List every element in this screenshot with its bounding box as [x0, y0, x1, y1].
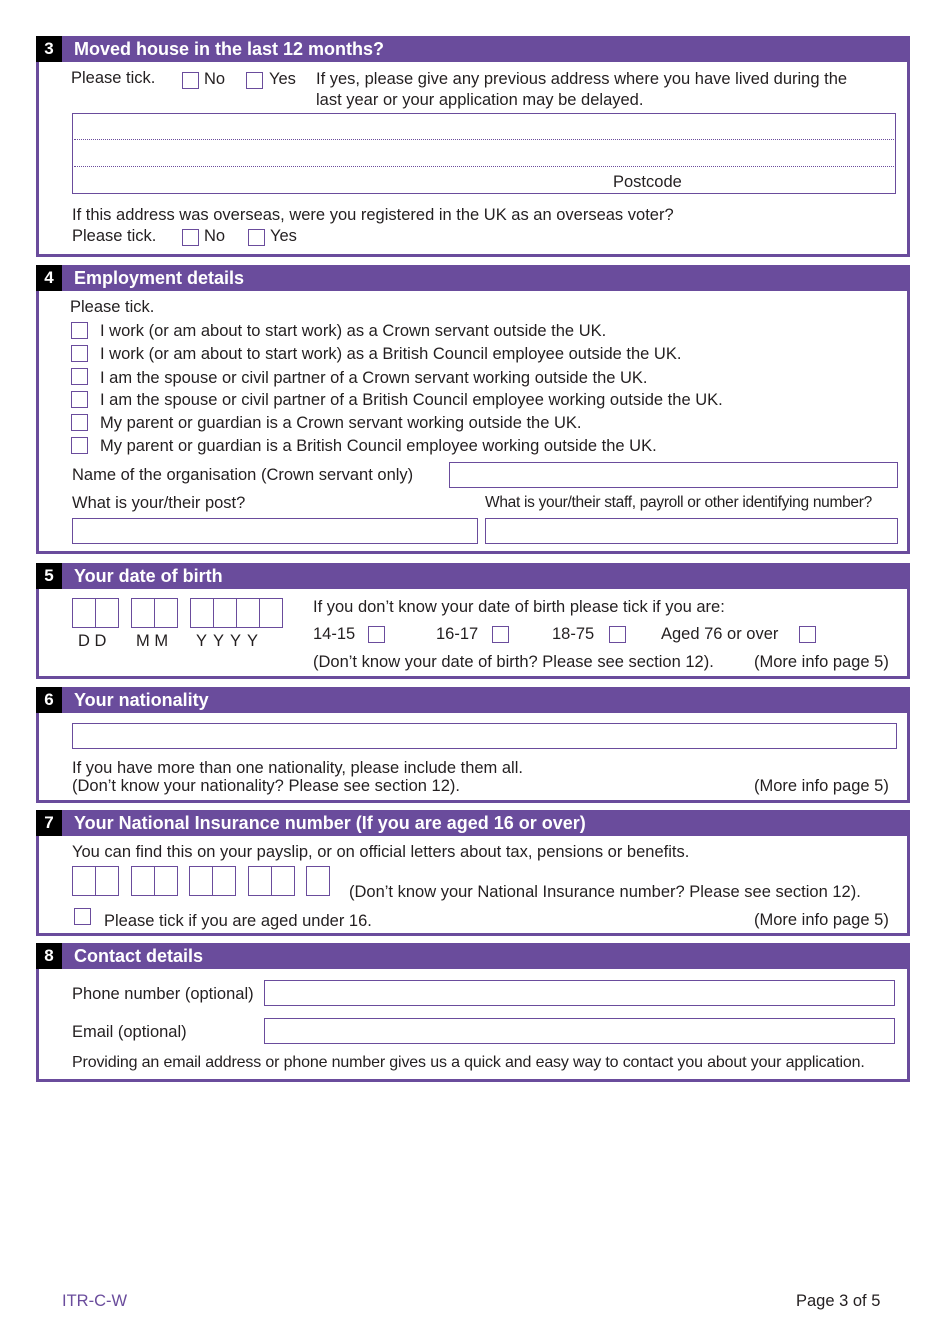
- email-input[interactable]: [264, 1018, 895, 1044]
- ni-char-box[interactable]: [72, 866, 96, 896]
- section-4-number: 4: [36, 265, 62, 291]
- dob-day-hint: D D: [78, 632, 107, 650]
- overseas-yes-label: Yes: [270, 227, 297, 245]
- section-5-number: 5: [36, 563, 62, 589]
- dob-month-hint: M M: [136, 632, 169, 650]
- dob-month-digit[interactable]: [154, 598, 178, 628]
- page-number: Page 3 of 5: [796, 1292, 881, 1310]
- employment-option-checkbox[interactable]: [71, 414, 88, 431]
- overseas-no-checkbox[interactable]: [182, 229, 199, 246]
- age-18-75-checkbox[interactable]: [609, 626, 626, 643]
- section-8-number: 8: [36, 943, 62, 969]
- age-76-over-label: Aged 76 or over: [661, 625, 779, 643]
- moved-yes-checkbox[interactable]: [246, 72, 263, 89]
- phone-label: Phone number (optional): [72, 985, 254, 1003]
- employment-option-checkbox[interactable]: [71, 437, 88, 454]
- age-14-15-label: 14-15: [313, 625, 356, 643]
- age-14-15-checkbox[interactable]: [368, 626, 385, 643]
- age-16-17-checkbox[interactable]: [492, 626, 509, 643]
- employment-option-checkbox[interactable]: [71, 345, 88, 362]
- section-5-title: Your date of birth: [74, 566, 223, 586]
- ni-char-box[interactable]: [189, 866, 213, 896]
- nationality-note-2: (Don’t know your nationality? Please see section 12).: [72, 777, 460, 795]
- section-6-title: Your nationality: [74, 690, 209, 710]
- employment-option-label: My parent or guardian is a British Council employee working outside the UK.: [100, 437, 657, 455]
- please-tick-label: Please tick.: [71, 69, 156, 87]
- phone-input[interactable]: [264, 980, 895, 1006]
- section-4-title: Employment details: [74, 268, 245, 288]
- form-code: ITR-C-W: [62, 1292, 128, 1310]
- ni-char-box[interactable]: [131, 866, 155, 896]
- ni-char-box[interactable]: [154, 866, 178, 896]
- address-line-divider-1: [74, 139, 894, 140]
- dob-year-digit[interactable]: [190, 598, 214, 628]
- employment-option-checkbox[interactable]: [71, 322, 88, 339]
- age-18-75-label: 18-75: [552, 625, 595, 643]
- dob-day-digit[interactable]: [95, 598, 119, 628]
- under-16-label: Please tick if you are aged under 16.: [104, 912, 372, 930]
- dob-unknown-note: (Don’t know your date of birth? Please see section 12).: [313, 653, 714, 671]
- dob-year-digit[interactable]: [213, 598, 237, 628]
- ni-find-instruction: You can find this on your payslip, or on official letters about tax, pensions or benefits.: [72, 843, 690, 861]
- more-info-link: (More info page 5): [754, 777, 889, 795]
- ni-char-box[interactable]: [248, 866, 272, 896]
- section-6-header: [36, 687, 910, 713]
- nationality-note-1: If you have more than one nationality, please include them all.: [72, 759, 523, 777]
- section-4-header: [36, 265, 910, 291]
- previous-address-instruction-2: last year or your application may be delayed.: [316, 91, 644, 109]
- dob-year-digit[interactable]: [236, 598, 260, 628]
- nationality-input[interactable]: [72, 723, 897, 749]
- age-16-17-label: 16-17: [436, 625, 479, 643]
- moved-no-checkbox[interactable]: [182, 72, 199, 89]
- overseas-voter-question: If this address was overseas, were you registered in the UK as an overseas voter?: [72, 206, 674, 224]
- ni-char-box[interactable]: [306, 866, 330, 896]
- ni-unknown-note: (Don’t know your National Insurance number? Please see section 12).: [349, 883, 861, 901]
- employment-option-label: I am the spouse or civil partner of a Crown servant working outside the UK.: [100, 369, 648, 387]
- organisation-label: Name of the organisation (Crown servant only): [72, 466, 414, 484]
- staff-number-input[interactable]: [485, 518, 898, 544]
- section-8-title: Contact details: [74, 946, 204, 966]
- section-7-title: Your National Insurance number (If you are aged 16 or over): [74, 813, 586, 833]
- please-tick-label: Please tick.: [70, 298, 155, 316]
- more-info-link: (More info page 5): [754, 911, 889, 929]
- post-label: What is your/their post?: [72, 494, 246, 512]
- dob-year-digit[interactable]: [259, 598, 283, 628]
- ni-char-box[interactable]: [212, 866, 236, 896]
- dob-year-hint: Y Y Y Y: [196, 632, 259, 650]
- section-8-header: [36, 943, 910, 969]
- under-16-checkbox[interactable]: [74, 908, 91, 925]
- dob-unknown-instruction: If you don’t know your date of birth please tick if you are:: [313, 598, 725, 616]
- employment-option-label: My parent or guardian is a Crown servant working outside the UK.: [100, 414, 582, 432]
- more-info-link: (More info page 5): [754, 653, 889, 671]
- employment-option-checkbox[interactable]: [71, 391, 88, 408]
- section-7-number: 7: [36, 810, 62, 836]
- moved-no-label: No: [204, 70, 226, 88]
- age-76-over-checkbox[interactable]: [799, 626, 816, 643]
- employment-option-label: I work (or am about to start work) as a Crown servant outside the UK.: [100, 322, 607, 340]
- staff-number-label: What is your/their staff, payroll or other identifying number?: [485, 494, 872, 511]
- section-5-header: [36, 563, 910, 589]
- ni-char-box[interactable]: [95, 866, 119, 896]
- address-line-divider-2: [74, 166, 894, 167]
- overseas-yes-checkbox[interactable]: [248, 229, 265, 246]
- overseas-no-label: No: [204, 227, 226, 245]
- moved-yes-label: Yes: [269, 70, 296, 88]
- section-6-number: 6: [36, 687, 62, 713]
- previous-address-field[interactable]: [72, 113, 896, 194]
- employment-option-label: I work (or am about to start work) as a British Council employee outside the UK.: [100, 345, 682, 363]
- employment-option-label: I am the spouse or civil partner of a British Council employee working outside the UK.: [100, 391, 723, 409]
- previous-address-instruction-1: If yes, please give any previous address where you have lived during the: [316, 70, 848, 88]
- section-3-number: 3: [36, 36, 62, 62]
- postcode-label: Postcode: [613, 173, 682, 191]
- dob-day-digit[interactable]: [72, 598, 96, 628]
- dob-month-digit[interactable]: [131, 598, 155, 628]
- post-input[interactable]: [72, 518, 478, 544]
- please-tick-label-2: Please tick.: [72, 227, 157, 245]
- section-3-header: [36, 36, 910, 62]
- organisation-input[interactable]: [449, 462, 898, 488]
- contact-note: Providing an email address or phone number gives us a quick and easy way to contact you about your application.: [72, 1054, 865, 1071]
- ni-char-box[interactable]: [271, 866, 295, 896]
- employment-option-checkbox[interactable]: [71, 368, 88, 385]
- section-7-header: [36, 810, 910, 836]
- email-label: Email (optional): [72, 1023, 187, 1041]
- section-3-title: Moved house in the last 12 months?: [74, 39, 385, 59]
